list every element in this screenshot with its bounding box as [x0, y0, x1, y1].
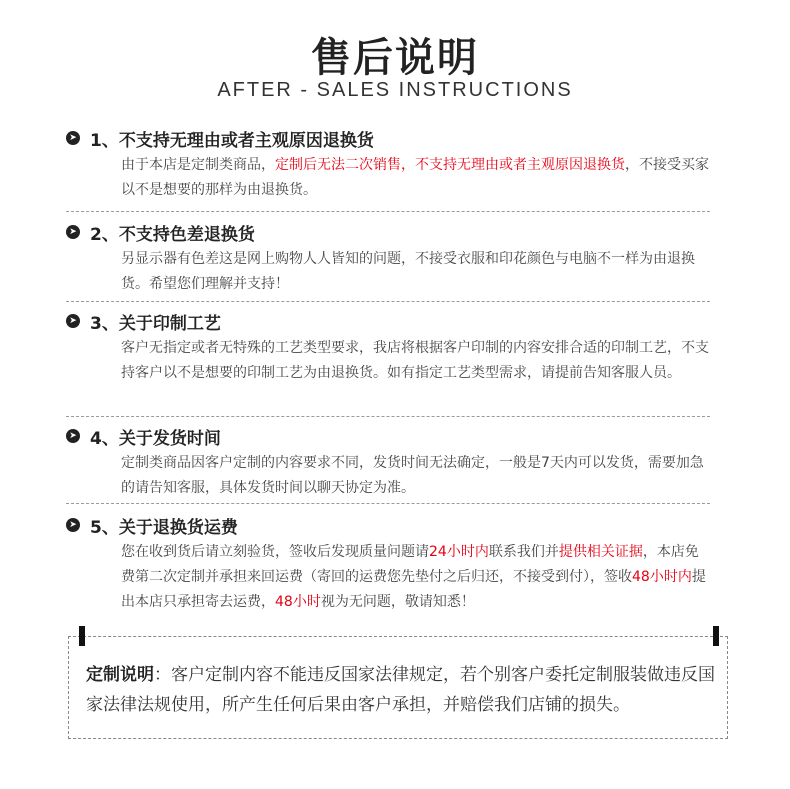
highlight-text: 48小时 — [275, 594, 321, 610]
body-text: 您在收到货后请立刻验货，签收后发现质量问题请 — [121, 544, 429, 560]
section-title: 3、关于印制工艺 — [90, 313, 221, 334]
body-text: 由于本店是定制类商品， — [121, 157, 275, 173]
section-title: 2、不支持色差退换货 — [90, 224, 255, 245]
body-text: 提出本店只承担寄去运费， — [121, 569, 706, 610]
left-marker — [79, 626, 85, 646]
highlight-text: 提供相关证据 — [558, 544, 643, 560]
body-text: 定制类商品因客户定制的内容要求不同，发货时间无法确定，一般是7天内可以发货，需要加急的请告知客服，具体发货时间以聊天协定为准。 — [121, 455, 704, 496]
body-text: 另显示器有色差这是网上购物人人皆知的问题，不接受衣服和印花颜色与电脑不一样为由退换货。希望您们理解并支持！ — [121, 251, 695, 292]
page-subtitle: AFTER - SALES INSTRUCTIONS — [217, 79, 573, 101]
highlight-text: 48小时内 — [632, 569, 692, 585]
body-text: 联系我们并 — [488, 544, 559, 560]
section-4 — [66, 424, 710, 501]
highlight-text: 定制后无法二次销售，不支持无理由或者主观原因退换货 — [275, 157, 625, 173]
divider — [66, 301, 710, 302]
notice-label: 定制说明 — [86, 665, 154, 685]
highlight-text: 24小时内 — [429, 544, 489, 560]
body-text: 视为无问题，敬请知悉！ — [320, 594, 475, 610]
arrow-circle-icon: ➤ — [66, 225, 80, 239]
right-marker — [713, 626, 719, 646]
arrow-circle-icon: ➤ — [66, 131, 80, 145]
divider — [66, 211, 710, 212]
section-body — [121, 336, 710, 386]
notice-body: ：客户定制内容不能违反国家法律规定，若个别客户委托定制服装做违反国家法律法规使用，所产生任何后果由客户承担，并赔偿我们店铺的损失。 — [86, 665, 715, 715]
section-body — [121, 540, 710, 615]
page-title: 售后说明 — [311, 35, 479, 81]
divider — [66, 416, 710, 417]
section-title: 1、不支持无理由或者主观原因退换货 — [90, 130, 374, 151]
section-body — [121, 247, 710, 297]
arrow-circle-icon: ➤ — [66, 314, 80, 328]
section-body — [121, 153, 710, 203]
section-body — [121, 451, 710, 501]
body-text: ，本店免费第二次定制并承担来回运费（寄回的运费您先垫付之后归还，不接受到付），签收 — [121, 544, 699, 585]
section-5 — [66, 513, 710, 615]
section-2 — [66, 220, 710, 297]
body-text: 客户无指定或者无特殊的工艺类型要求，我店将根据客户印制的内容安排合适的印制工艺，不支持客户以不是想要的印制工艺为由退换货。如有指定工艺类型需求，请提前告知客服人员。 — [121, 340, 709, 381]
section-1 — [66, 126, 710, 203]
arrow-circle-icon: ➤ — [66, 518, 80, 532]
divider — [66, 503, 710, 504]
section-title: 5、关于退换货运费 — [90, 517, 238, 538]
section-3 — [66, 309, 710, 386]
notice-text — [86, 660, 726, 720]
section-title: 4、关于发货时间 — [90, 428, 221, 449]
arrow-circle-icon: ➤ — [66, 429, 80, 443]
body-text: ，不接受买家以不是想要的那样为由退换货。 — [121, 157, 709, 198]
